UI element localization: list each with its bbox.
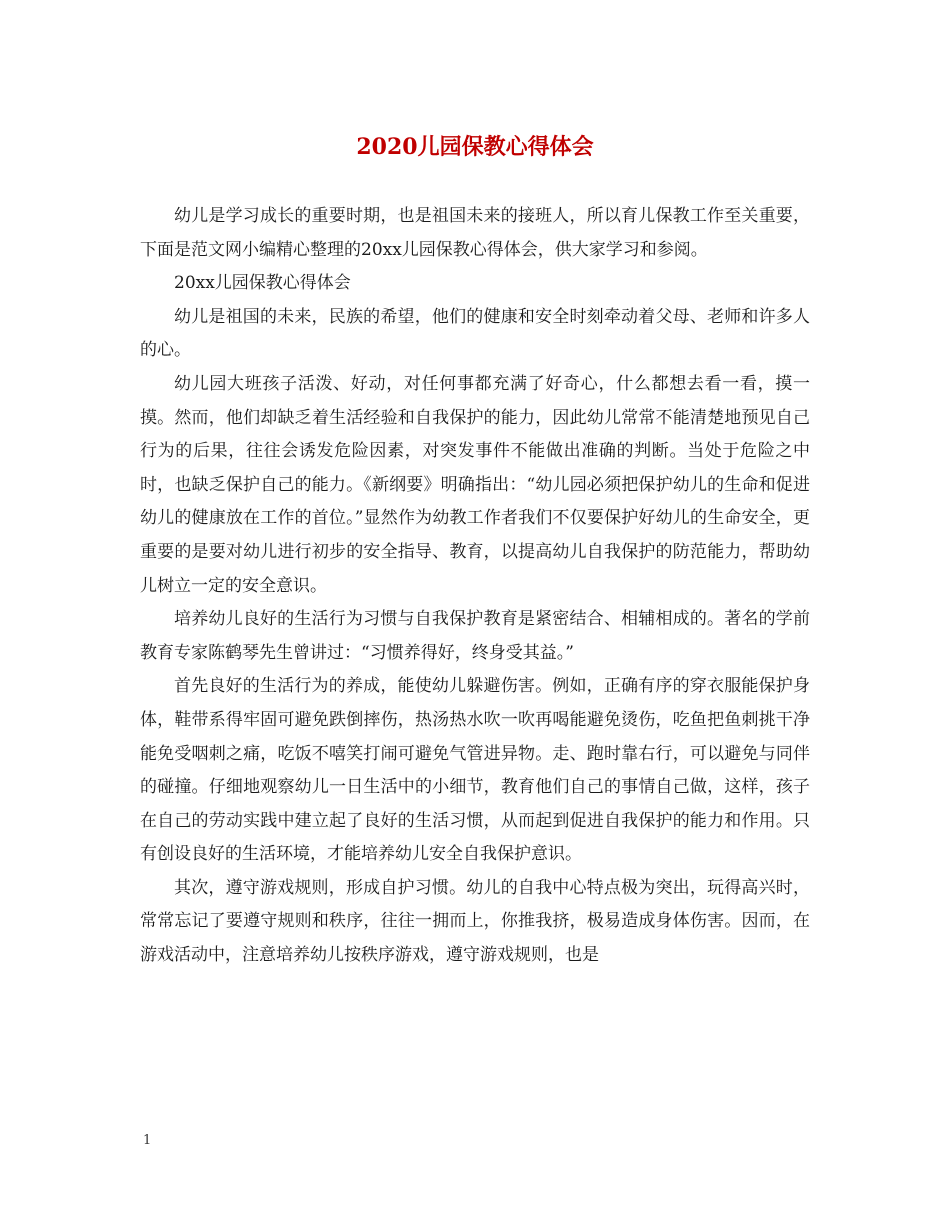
paragraph-subtitle: 20xx儿园保教心得体会 — [174, 273, 351, 294]
paragraph: 幼儿园大班孩子活泼、好动，对任何事都充满了好奇心，什么都想去看一看，摸一摸。然而，他们却缺乏着生活经验和自我保护的能力，因此幼儿常常不能清楚地预见自己行为的后果，往往会诱发危险因素，对突发事件不能做出准确的判断。当处于危险之中时，也缺乏保护自己的能力。《新纲要》明确指出：“幼儿园必须把保护幼儿的生命和促进幼儿的健康放在工作的首位。”显然作为幼教工作者我们不仅要保护好幼儿的生命安全，更重要的是要对幼儿进行初步的安全指导、教育，以提高幼儿自我保护的防范能力，帮助幼儿树立一定的安全意识。 — [140, 373, 810, 596]
paragraph: 培养幼儿良好的生活行为习惯与自我保护教育是紧密结合、相辅相成的。著名的学前教育专家陈鹤琴先生曾讲过：“习惯养得好，终身受其益。” — [140, 609, 810, 663]
document-title: 2020儿园保教心得体会 — [356, 134, 594, 160]
page-number: 1 — [143, 1133, 152, 1148]
paragraph: 首先良好的生活行为的养成，能使幼儿躲避伤害。例如，正确有序的穿衣服能保护身体，鞋带系得牢固可避免跌倒摔伤，热汤热水吹一吹再喝能避免烫伤，吃鱼把鱼刺挑干净能免受咽刺之痛，吃饭不嘻笑打闹可避免气管进异物。走、跑时靠右行，可以避免与同伴的碰撞。仔细地观察幼儿一日生活中的小细节，教育他们自己的事情自己做，这样，孩子在自己的劳动实践中建立起了良好的生活习惯，从而起到促进自我保护的能力和作用。只有创设良好的生活环境，才能培养幼儿安全自我保护意识。 — [140, 676, 810, 865]
paragraph: 幼儿是祖国的未来，民族的希望，他们的健康和安全时刻牵动着父母、老师和许多人的心。 — [140, 306, 810, 361]
document-body — [140, 200, 810, 973]
paragraph: 其次，遵守游戏规则，形成自护习惯。幼儿的自我中心特点极为突出，玩得高兴时，常常忘记了要遵守规则和秩序，往往一拥而上，你推我挤，极易造成身体伤害。因而，在游戏活动中，注意培养幼儿按秩序游戏，遵守游戏规则，也是 — [140, 877, 810, 966]
paragraph-intro: 幼儿是学习成长的重要时期，也是祖国未来的接班人，所以育儿保教工作至关重要，下面是范文网小编精心整理的20xx儿园保教心得体会，供大家学习和参阅。 — [140, 206, 810, 260]
